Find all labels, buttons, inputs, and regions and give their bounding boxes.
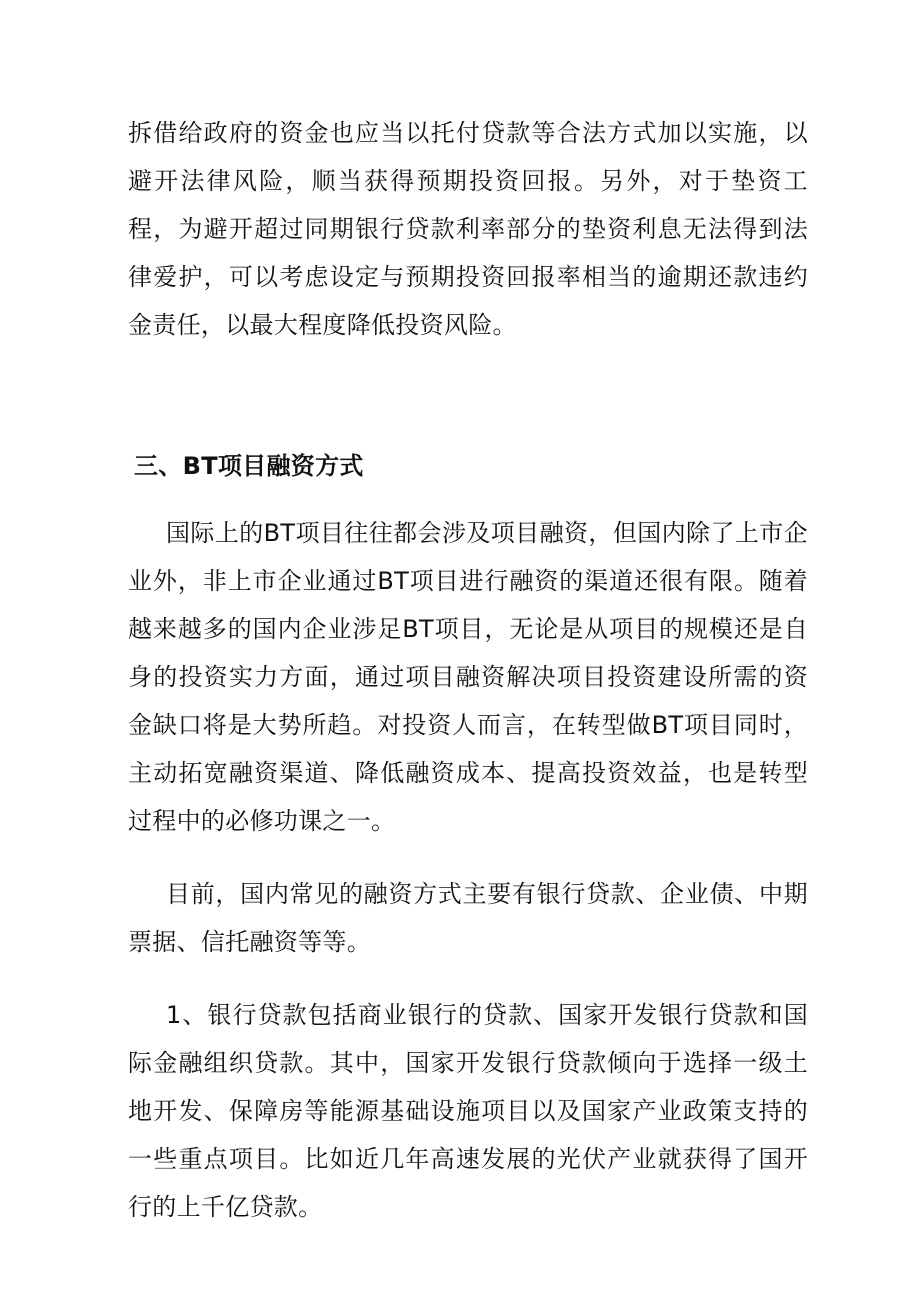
section-heading-prefix: 三、BT	[134, 452, 218, 480]
continuation-paragraph: 拆借给政府的资金也应当以托付贷款等合法方式加以实施，以避开法律风险，顺当获得预期投资回报。另外，对于垫资工程，为避开超过同期银行贷款利率部分的垫资利息无法得到法律爱护，可以考虑设定与预期投资回报率相当的逾期还款违约金责任，以最大程度降低投资风险。	[128, 119, 808, 339]
paragraph-bank-loans: 1、银行贷款包括商业银行的贷款、国家开发银行贷款和国际金融组织贷款。其中，国家开发银行贷款倾向于选择一级土地开发、保障房等能源基础设施项目以及国家产业政策支持的一些重点项目。比如近几年高速发展的光伏产业就获得了国开行的上千亿贷款。	[128, 1001, 808, 1221]
section-heading-suffix: 资方式	[290, 452, 364, 480]
paragraph-domestic-financing-methods: 目前，国内常见的融资方式主要有银行贷款、企业债、中期票据、信托融资等等。	[128, 880, 808, 956]
section-heading-bold: 项目融	[217, 452, 291, 480]
paragraph-international-financing: 国际上的BT项目往往都会涉及项目融资，但国内除了上市企业外，非上市企业通过BT项目进行融资的渠道还很有限。随着越来越多的国内企业涉足BT项目，无论是从项目的规模还是自身的投资实力方面，通过项目融资解决项目投资建设所需的资金缺口将是大势所趋。对投资人而言，在转型做BT项目同时，主动拓宽融资渠道、降低融资成本、提高投资效益，也是转型过程中的必修功课之一。	[128, 519, 808, 835]
section-heading	[134, 442, 364, 490]
